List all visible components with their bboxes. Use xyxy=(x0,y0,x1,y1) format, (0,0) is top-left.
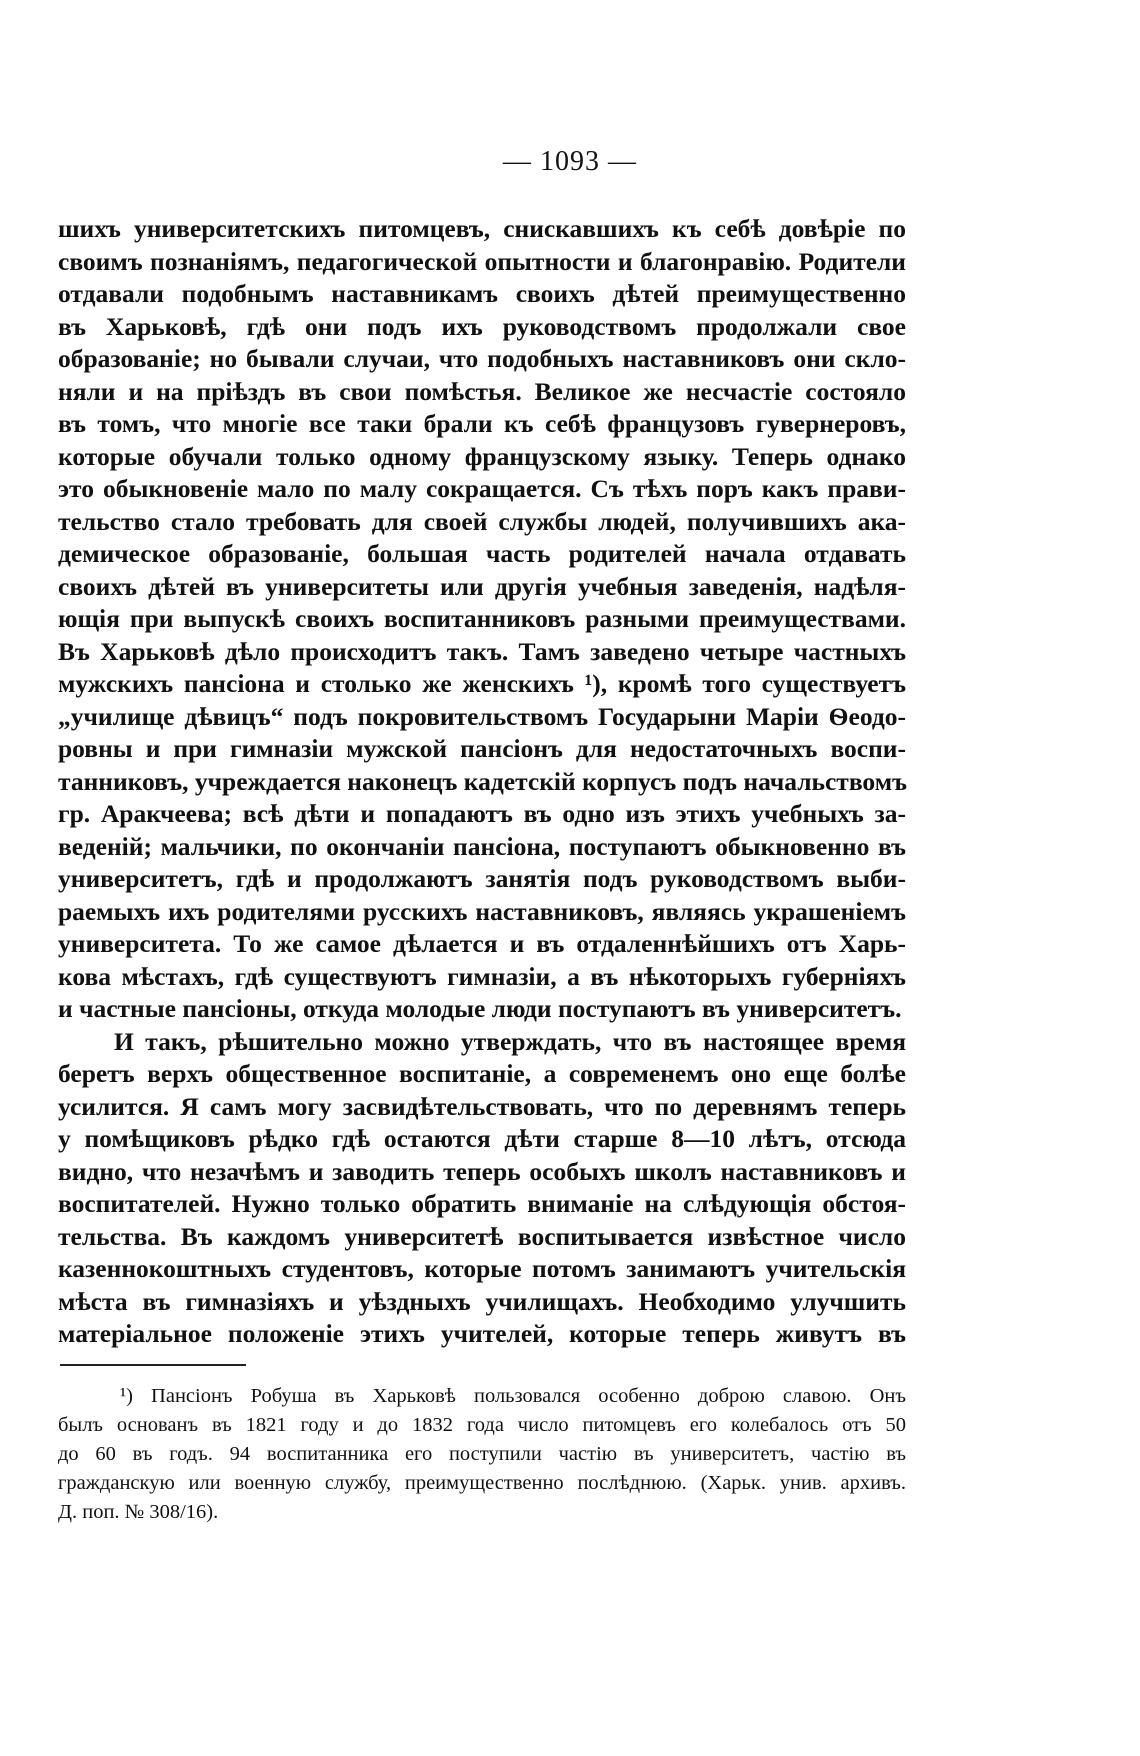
text-line: въ томъ, что многіе все таки брали къ себѣ французовъ гувернеровъ, xyxy=(58,409,906,438)
text-line: „училище дѣвицъ“ подъ покровительствомъ Государыни Маріи Ѳеодо- xyxy=(58,701,906,731)
text-line: которые обучали только одному французскому языку. Теперь однако xyxy=(58,441,906,471)
text-line: ровны и при гимназіи мужской пансіонъ для недостаточныхъ воспи- xyxy=(58,734,906,763)
text-line: кова мѣстахъ, гдѣ существуютъ гимназіи, а въ нѣкоторыхъ губерніяхъ xyxy=(58,961,906,991)
text-line: у помѣщиковъ рѣдко гдѣ остаются дѣти старше 8—10 лѣтъ, отсюда xyxy=(58,1124,906,1153)
text-line: тельства. Въ каждомъ университетѣ воспитывается извѣстное число xyxy=(58,1221,906,1251)
text-line: университетъ, гдѣ и продолжаютъ занятія подъ руководствомъ выби- xyxy=(58,864,906,893)
text-line: своимъ познаніямъ, педагогической опытности и благонравію. Родители xyxy=(58,246,906,276)
text-line: няли и на пріѣздъ въ свои помѣстья. Великое же несчастіе состояло xyxy=(58,376,906,406)
text-line: своихъ дѣтей въ университеты или другія учебныя заведенія, надѣля- xyxy=(58,571,906,601)
text-line: Въ Харьковѣ дѣло происходитъ такъ. Тамъ заведено четыре частныхъ xyxy=(58,636,906,666)
text-line: усилится. Я самъ могу засвидѣтельствовать, что по деревнямъ теперь xyxy=(58,1091,906,1121)
text-line: образованіе; но бывали случаи, что подобныхъ наставниковъ они скло- xyxy=(58,344,906,373)
text-line: видно, что незачѣмъ и заводить теперь особыхъ школъ наставниковъ и xyxy=(58,1156,906,1186)
paragraph-first-line: И такъ, рѣшительно можно утверждать, что въ настоящее время xyxy=(114,1026,906,1056)
text-line: демическое образованіе, большая часть родителей начала отдавать xyxy=(58,539,906,568)
text-line: казеннокоштныхъ студентовъ, которые потомъ занимаютъ учительскія xyxy=(58,1254,906,1283)
text-line: мѣста въ гимназіяхъ и уѣздныхъ училищахъ. Необходимо улучшить xyxy=(58,1286,906,1316)
footnote-line: до 60 въ годъ. 94 воспитанника его поступили частію въ университетъ, частію въ xyxy=(58,1443,906,1465)
text-line: танниковъ, учреждается наконецъ кадетскій корпусъ подъ начальствомъ xyxy=(58,766,907,796)
footnote-line: ¹) Пансіонъ Робуша въ Харьковѣ пользовался особенно доброю славою. Онъ xyxy=(120,1385,906,1407)
text-line: и частные пансіоны, откуда молодые люди поступаютъ въ университетъ. xyxy=(58,994,902,1023)
text-line: университета. То же самое дѣлается и въ отдаленнѣйшихъ отъ Харь- xyxy=(58,929,906,958)
footnote-line: гражданскую или военную службу, преимущественно послѣднюю. (Харьк. унив. архивъ. xyxy=(58,1472,906,1494)
page-number: — 1093 — xyxy=(503,146,637,177)
text-line: это обыкновеніе мало по малу сокращается. Съ тѣхъ поръ какъ прави- xyxy=(58,474,906,503)
footnote xyxy=(58,1382,906,1527)
text-line: шихъ университетскихъ питомцевъ, снискавшихъ къ себѣ довѣріе по xyxy=(58,214,906,243)
text-line: отдавали подобнымъ наставникамъ своихъ дѣтей преимущественно xyxy=(58,279,906,308)
text-line: воспитателей. Нужно только обратить вниманіе на слѣдующія обстоя- xyxy=(58,1189,906,1218)
main-text xyxy=(58,213,906,1351)
text-line: мужскихъ пансіона и столько же женскихъ ¹), кромѣ того существуетъ xyxy=(58,669,906,698)
text-line: въ Харьковѣ, гдѣ они подъ ихъ руководствомъ продолжали свое xyxy=(58,311,906,341)
footnote-line: Д. поп. № 308/16). xyxy=(58,1501,219,1523)
text-line: ющія при выпускѣ своихъ воспитанниковъ разными преимуществами. xyxy=(58,604,906,633)
text-line: матеріальное положеніе этихъ учителей, которые теперь живутъ въ xyxy=(58,1319,906,1348)
text-line: раемыхъ ихъ родителями русскихъ наставниковъ, являясь украшеніемъ xyxy=(58,896,906,926)
footnote-line: былъ основанъ въ 1821 году и до 1832 года число питомцевъ его колебалось отъ 50 xyxy=(58,1414,906,1436)
text-line: тельство стало требовать для своей службы людей, получившихъ ака- xyxy=(58,506,906,536)
footnote-divider xyxy=(60,1364,246,1366)
text-line: гр. Аракчеева; всѣ дѣти и попадаютъ въ одно изъ этихъ учебныхъ за- xyxy=(58,799,906,828)
text-line: беретъ верхъ общественное воспитаніе, а современемъ оно еще болѣе xyxy=(58,1059,906,1088)
text-line: веденій; мальчики, по окончаніи пансіона, поступаютъ обыкновенно въ xyxy=(58,831,906,861)
